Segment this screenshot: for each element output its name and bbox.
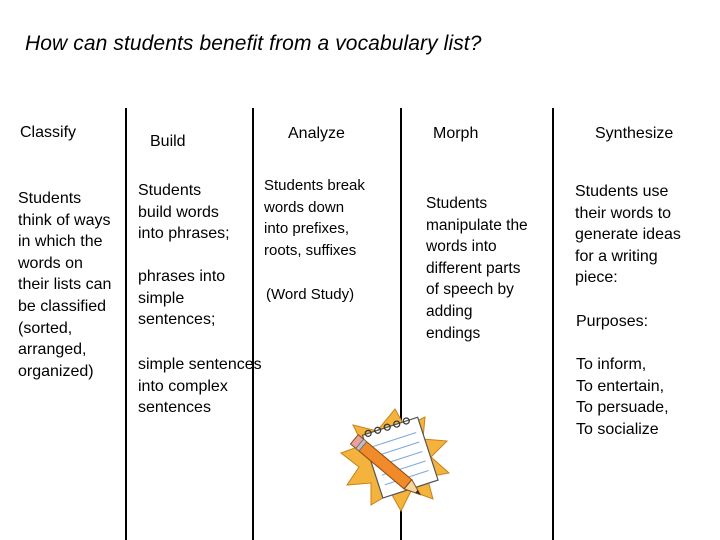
text-line: To socialize xyxy=(576,420,659,438)
build-text-block-2 xyxy=(138,266,225,331)
morph-text xyxy=(426,193,528,344)
text-line: simple sentences xyxy=(138,356,262,373)
text-line: think of ways xyxy=(18,211,111,229)
text-line: (sorted, xyxy=(18,319,73,337)
text-line: their lists can xyxy=(18,276,112,294)
text-line: be classified xyxy=(18,297,107,315)
synthesize-text-block-2 xyxy=(576,311,648,333)
text-line: phrases into xyxy=(138,268,226,285)
synthesize-text-block-3 xyxy=(576,354,669,440)
column-heading-analyze: Analyze xyxy=(288,125,345,142)
text-line: Students xyxy=(18,190,82,207)
text-line: generate ideas xyxy=(575,226,681,244)
column-divider-4 xyxy=(552,108,554,540)
text-line: into prefixes, xyxy=(264,220,350,237)
text-line: into complex xyxy=(138,377,228,395)
column-heading-synthesize: Synthesize xyxy=(595,125,674,142)
text-line: different parts xyxy=(426,259,521,277)
analyze-text-block-1 xyxy=(264,175,365,261)
text-line: for a writing xyxy=(575,247,658,265)
text-line: of speech by xyxy=(426,281,514,299)
column-divider-2 xyxy=(252,108,254,540)
text-line: words on xyxy=(18,254,83,272)
text-line: simple xyxy=(138,289,185,307)
text-line: sentences xyxy=(138,399,211,417)
notepad-pencil-clipart xyxy=(335,405,455,515)
text-line: in which the xyxy=(18,233,103,251)
text-line: words down xyxy=(264,198,345,216)
text-line: build words xyxy=(138,203,219,221)
analyze-text-block-2 xyxy=(266,284,354,306)
text-line: (Word Study) xyxy=(266,286,355,303)
text-line: Purposes: xyxy=(576,313,649,330)
build-text-block-1 xyxy=(138,180,230,245)
slide-title: How can students benefit from a vocabulary list? xyxy=(25,32,482,55)
text-line: their words to xyxy=(575,204,672,222)
build-text-block-3 xyxy=(138,354,262,419)
text-line: sentences; xyxy=(138,311,216,329)
column-heading-morph: Morph xyxy=(433,125,479,142)
column-heading-classify: Classify xyxy=(20,124,77,141)
text-line: Students xyxy=(426,195,488,212)
text-line: arranged, xyxy=(18,341,87,359)
column-heading-build: Build xyxy=(150,133,186,150)
text-line: words into xyxy=(426,238,497,256)
text-line: organized) xyxy=(18,362,94,380)
text-line: Students xyxy=(138,182,202,199)
text-line: To entertain, xyxy=(576,377,665,395)
text-line: Students use xyxy=(575,183,669,200)
text-line: into phrases; xyxy=(138,225,230,243)
text-line: To inform, xyxy=(576,356,647,373)
text-line: manipulate the xyxy=(426,216,528,234)
text-line: To persuade, xyxy=(576,399,669,417)
text-line: adding xyxy=(426,302,473,320)
text-line: piece: xyxy=(575,269,618,287)
classify-text xyxy=(18,188,111,382)
column-divider-1 xyxy=(125,108,127,540)
notepad-pencil-icon xyxy=(335,405,455,515)
text-line: roots, suffixes xyxy=(264,241,357,259)
text-line: Students break xyxy=(264,177,365,194)
text-line: endings xyxy=(426,324,481,342)
synthesize-text-block-1 xyxy=(575,181,681,289)
